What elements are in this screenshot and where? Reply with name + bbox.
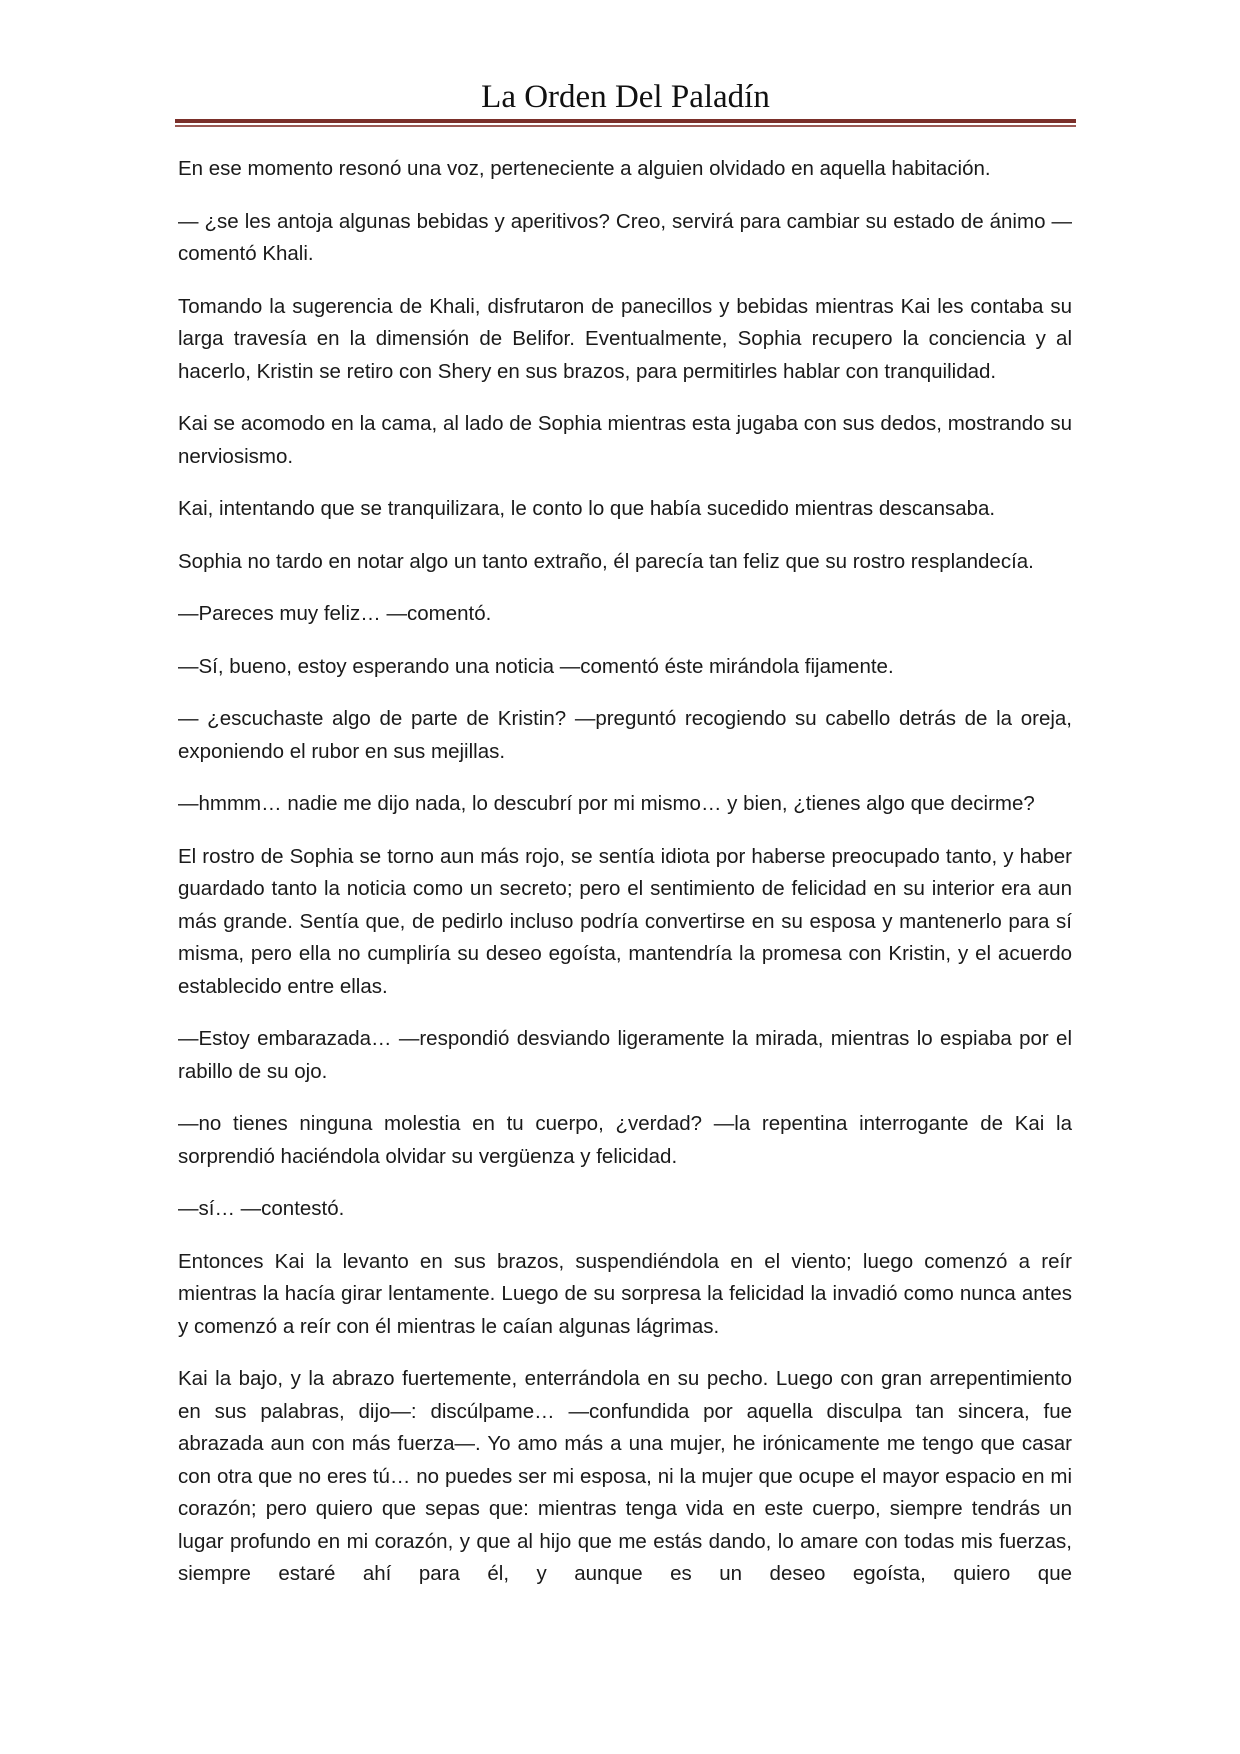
paragraph: Entonces Kai la levanto en sus brazos, suspendiéndola en el viento; luego comenzó a reír mientras la hacía girar lentamente. Luego de su sorpresa la felicidad la invadió como nunca antes y comenzó a reír con él mientras le caían algunas lágrimas. xyxy=(178,1249,1072,1338)
paragraph: — ¿escuchaste algo de parte de Kristin? —preguntó recogiendo su cabello detrás de la oreja, exponiendo el rubor en sus mejillas. xyxy=(178,707,1072,763)
paragraph: —Estoy embarazada… —respondió desviando ligeramente la mirada, mientras lo espiaba por el rabillo de su ojo. xyxy=(178,1027,1072,1083)
paragraph: —Sí, bueno, estoy esperando una noticia —comentó éste mirándola fijamente. xyxy=(178,654,894,678)
paragraph: El rostro de Sophia se torno aun más rojo, se sentía idiota por haberse preocupado tanto, y haber guardado tanto la noticia como un secreto; pero el sentimiento de felicidad en su interior era aun más grande. Sentía que, de pedirlo incluso podría convertirse en su esposa y mantenerlo para sí misma, pero ella no cumpliría su deseo egoísta, mantendría la promesa con Kristin, y el acuerdo establecido entre ellas. xyxy=(178,844,1072,998)
paragraph: —hmmm… nadie me dijo nada, lo descubrí por mi mismo… y bien, ¿tienes algo que decirme? xyxy=(178,792,1035,815)
paragraph: Kai, intentando que se tranquilizara, le conto lo que había sucedido mientras descansaba. xyxy=(178,497,996,520)
header-rule-thick xyxy=(175,119,1076,123)
paragraph: Sophia no tardo en notar algo un tanto extraño, él parecía tan feliz que su rostro resplandecía. xyxy=(178,549,1034,573)
paragraph: En ese momento resonó una voz, perteneciente a alguien olvidado en aquella habitación. xyxy=(178,157,991,180)
paragraph: Tomando la sugerencia de Khali, disfrutaron de panecillos y bebidas mientras Kai les contaba su larga travesía en la dimensión de Belifor. Eventualmente, Sophia recupero la conciencia y al hacerlo, Kristin se retiro con Shery en sus brazos, para permitirles hablar con tranquilidad. xyxy=(178,294,1072,383)
body-text xyxy=(178,153,1072,1591)
paragraph: — ¿se les antoja algunas bebidas y aperitivos? Creo, servirá para cambiar su estado de ánimo —comentó Khali. xyxy=(178,209,1072,265)
paragraph: Kai se acomodo en la cama, al lado de Sophia mientras esta jugaba con sus dedos, mostrando su nerviosismo. xyxy=(178,412,1072,468)
paragraph: —no tienes ninguna molestia en tu cuerpo, ¿verdad? —la repentina interrogante de Kai la sorprendió haciéndola olvidar su vergüenza y felicidad. xyxy=(178,1112,1072,1168)
page-header xyxy=(175,70,1076,124)
page-title: La Orden Del Paladín xyxy=(481,79,770,115)
paragraph: —Pareces muy feliz… —comentó. xyxy=(178,602,492,625)
paragraph: —sí… —contestó. xyxy=(178,1197,345,1220)
header-rule-thin xyxy=(175,125,1076,127)
paragraph: Kai la bajo, y la abrazo fuertemente, enterrándola en su pecho. Luego con gran arrepentimiento en sus palabras, dijo—: discúlpame… —confundida por aquella disculpa tan sincera, fue abrazada aun con más fuerza—. Yo amo más a una mujer, he irónicamente me tengo que casar con otra que no eres tú… no puedes ser mi esposa, ni la mujer que ocupe el mayor espacio en mi corazón; pero quiero que sepas que: mientras tenga vida en este cuerpo, siempre tendrás un lugar profundo en mi corazón, y que al hijo que me estás dando, lo amare con todas mis fuerzas, siempre estaré ahí para él, y aunque es un deseo egoísta, quiero que xyxy=(178,1367,1072,1585)
